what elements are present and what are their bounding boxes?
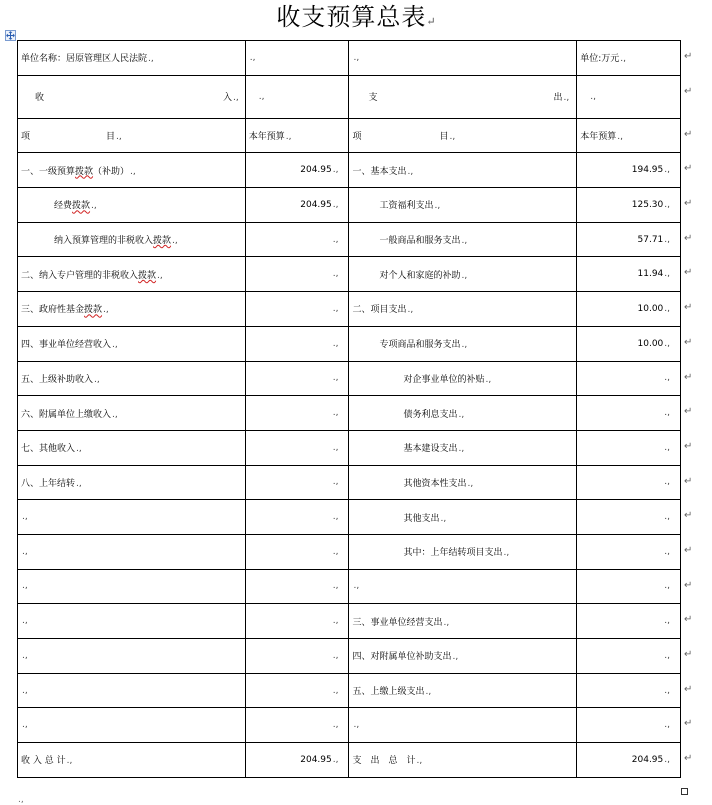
table-resize-handle[interactable]: [681, 788, 688, 795]
row-end-mark: ↵: [684, 163, 693, 175]
income-value-cell[interactable]: .,: [245, 361, 349, 396]
spellcheck-underline: 拨款: [153, 236, 172, 247]
row-end-marks: [684, 40, 698, 777]
income-item-cell[interactable]: .,: [18, 569, 246, 604]
income-item-cell[interactable]: .,: [18, 604, 246, 639]
income-item-cell[interactable]: .,: [18, 500, 246, 535]
budget-table: [17, 40, 681, 778]
row-end-mark: ↵: [684, 649, 693, 660]
row-end-mark: ↵: [684, 614, 693, 626]
income-value-cell[interactable]: .,: [245, 326, 349, 361]
income-header-cell[interactable]: 收 入.,: [18, 75, 246, 118]
income-value-cell[interactable]: .,: [245, 639, 349, 674]
expense-total-value[interactable]: 204.95.,: [577, 743, 681, 778]
expense-value-cell[interactable]: 125.30.,: [577, 188, 681, 223]
row-end-mark: ↵: [684, 579, 693, 591]
table-move-handle-icon[interactable]: [5, 30, 16, 41]
expense-item-cell[interactable]: 工资福利支出.,: [349, 188, 577, 223]
expense-item-cell[interactable]: 一般商品和服务支出.,: [349, 222, 577, 257]
table-row: [18, 361, 681, 396]
expense-value-cell[interactable]: .,: [577, 639, 681, 674]
item-header-cell[interactable]: 项 目.,: [349, 118, 577, 153]
income-item-cell[interactable]: 纳入预算管理的非税收入拨款.,: [18, 222, 246, 257]
unit-row: [18, 41, 681, 76]
empty-cell[interactable]: .,: [349, 41, 577, 76]
income-item-cell[interactable]: 五、上级补助收入.,: [18, 361, 246, 396]
row-end-mark: ↵: [684, 128, 693, 140]
income-value-cell[interactable]: 204.95.,: [245, 188, 349, 223]
expense-header-cell[interactable]: 支 出.,: [349, 75, 577, 118]
income-total-label[interactable]: 收 入 总 计.,: [18, 743, 246, 778]
section-row: [18, 75, 681, 118]
unit-name-cell[interactable]: 单位名称：居原管理区人民法院.,: [18, 41, 246, 76]
expense-item-cell[interactable]: 四、对附属单位补助支出.,: [349, 639, 577, 674]
expense-item-cell[interactable]: 专项商品和服务支出.,: [349, 326, 577, 361]
expense-item-cell[interactable]: 对企事业单位的补贴.,: [349, 361, 577, 396]
table-row: [18, 292, 681, 327]
expense-value-cell[interactable]: .,: [577, 534, 681, 569]
table-row: [18, 326, 681, 361]
table-row: [18, 430, 681, 465]
income-item-cell[interactable]: 六、附属单位上缴收入.,: [18, 396, 246, 431]
row-end-mark: ↵: [684, 406, 693, 418]
expense-value-cell[interactable]: 194.95.,: [577, 153, 681, 188]
table-row: [18, 153, 681, 188]
row-end-mark: ↵: [684, 198, 693, 210]
income-value-cell[interactable]: .,: [245, 569, 349, 604]
spellcheck-underline: 拨款: [72, 201, 91, 212]
expense-item-cell[interactable]: .,: [349, 708, 577, 743]
unit-label-cell[interactable]: 单位:万元.,: [577, 41, 681, 76]
row-end-mark: ↵: [684, 475, 693, 487]
table-row: [18, 500, 681, 535]
table-row: [18, 465, 681, 500]
row-end-mark: ↵: [684, 336, 693, 348]
table-row: [18, 188, 681, 223]
table-row: [18, 673, 681, 708]
expense-value-cell[interactable]: .,: [577, 430, 681, 465]
income-value-cell[interactable]: .,: [245, 257, 349, 292]
paragraph-mark: ↵: [426, 15, 436, 28]
expense-value-cell[interactable]: .,: [577, 465, 681, 500]
table-row: [18, 396, 681, 431]
expense-value-cell[interactable]: .,: [577, 396, 681, 431]
income-item-cell[interactable]: .,: [18, 708, 246, 743]
income-value-cell[interactable]: .,: [245, 673, 349, 708]
expense-value-cell[interactable]: .,: [577, 569, 681, 604]
expense-value-cell[interactable]: .,: [577, 604, 681, 639]
expense-value-cell[interactable]: .,: [577, 673, 681, 708]
expense-item-cell[interactable]: 三、事业单位经营支出.,: [349, 604, 577, 639]
income-value-cell[interactable]: .,: [245, 604, 349, 639]
table-row: [18, 257, 681, 292]
income-item-cell[interactable]: .,: [18, 534, 246, 569]
income-item-cell[interactable]: 三、政府性基金拨款.,: [18, 292, 246, 327]
expense-item-cell[interactable]: 五、上缴上级支出.,: [349, 673, 577, 708]
expense-item-cell[interactable]: 二、项目支出.,: [349, 292, 577, 327]
empty-cell[interactable]: .,: [245, 75, 349, 118]
income-total-value[interactable]: 204.95.,: [245, 743, 349, 778]
income-value-cell[interactable]: .,: [245, 430, 349, 465]
expense-item-cell[interactable]: 对个人和家庭的补助.,: [349, 257, 577, 292]
table-row: [18, 604, 681, 639]
column-header-row: [18, 118, 681, 153]
income-item-cell[interactable]: 一、一级预算拨款（补助）.,: [18, 153, 246, 188]
income-value-cell[interactable]: .,: [245, 534, 349, 569]
spellcheck-underline: 拨款: [84, 305, 103, 316]
income-item-cell[interactable]: 八、上年结转.,: [18, 465, 246, 500]
expense-item-cell[interactable]: 其他支出.,: [349, 500, 577, 535]
income-value-cell[interactable]: .,: [245, 222, 349, 257]
table-row: [18, 222, 681, 257]
expense-value-cell[interactable]: 10.00.,: [577, 292, 681, 327]
row-end-mark: ↵: [684, 440, 693, 452]
row-end-mark: ↵: [684, 753, 693, 765]
income-item-cell[interactable]: .,: [18, 673, 246, 708]
expense-item-cell[interactable]: 一、基本支出.,: [349, 153, 577, 188]
row-end-mark: ↵: [684, 683, 693, 695]
table-row: [18, 708, 681, 743]
table-row: [18, 569, 681, 604]
row-end-mark: ↵: [684, 232, 693, 244]
row-end-mark: ↵: [684, 718, 693, 730]
income-item-cell[interactable]: 四、事业单位经营收入.,: [18, 326, 246, 361]
expense-value-cell[interactable]: .,: [577, 361, 681, 396]
row-end-mark: ↵: [684, 85, 693, 97]
income-value-cell[interactable]: .,: [245, 292, 349, 327]
row-end-mark: ↵: [684, 302, 693, 314]
expense-value-cell[interactable]: .,: [577, 500, 681, 535]
expense-value-cell[interactable]: 57.71.,: [577, 222, 681, 257]
item-header-cell[interactable]: 项 目.,: [18, 118, 246, 153]
budget-header-cell[interactable]: 本年预算.,: [577, 118, 681, 153]
income-item-cell[interactable]: 二、纳入专户管理的非税收入拨款.,: [18, 257, 246, 292]
expense-item-cell[interactable]: 债务利息支出.,: [349, 396, 577, 431]
table-row: [18, 639, 681, 674]
table-row: [18, 534, 681, 569]
row-end-mark: ↵: [684, 544, 693, 556]
expense-value-cell[interactable]: 10.00.,: [577, 326, 681, 361]
income-item-cell[interactable]: .,: [18, 639, 246, 674]
income-item-cell[interactable]: 经费拨款.,: [18, 188, 246, 223]
spellcheck-underline: 拨款: [138, 270, 157, 281]
expense-item-cell[interactable]: 其他资本性支出.,: [349, 465, 577, 500]
expense-value-cell[interactable]: 11.94.,: [577, 257, 681, 292]
income-value-cell[interactable]: .,: [245, 396, 349, 431]
expense-total-label[interactable]: 支 出 总 计.,: [349, 743, 577, 778]
income-value-cell[interactable]: .,: [245, 465, 349, 500]
income-value-cell[interactable]: 204.95.,: [245, 153, 349, 188]
expense-item-cell[interactable]: 其中：上年结转项目支出.,: [349, 534, 577, 569]
expense-value-cell[interactable]: .,: [577, 708, 681, 743]
paragraph-end-mark: .,: [18, 795, 24, 805]
spellcheck-underline: 拨款: [75, 166, 94, 177]
expense-item-cell[interactable]: .,: [349, 569, 577, 604]
row-end-mark: ↵: [684, 267, 693, 279]
income-value-cell[interactable]: .,: [245, 500, 349, 535]
empty-cell[interactable]: .,: [245, 41, 349, 76]
expense-item-cell[interactable]: 基本建设支出.,: [349, 430, 577, 465]
budget-header-cell[interactable]: 本年预算.,: [245, 118, 349, 153]
row-end-mark: ↵: [684, 510, 693, 522]
totals-row: [18, 743, 681, 778]
row-end-mark: ↵: [684, 371, 693, 383]
row-end-mark: ↵: [684, 51, 693, 62]
empty-cell[interactable]: .,: [577, 75, 681, 118]
income-item-cell[interactable]: 七、其他收入.,: [18, 430, 246, 465]
income-value-cell[interactable]: .,: [245, 708, 349, 743]
page-title: 收支预算总表↵: [276, 3, 436, 31]
